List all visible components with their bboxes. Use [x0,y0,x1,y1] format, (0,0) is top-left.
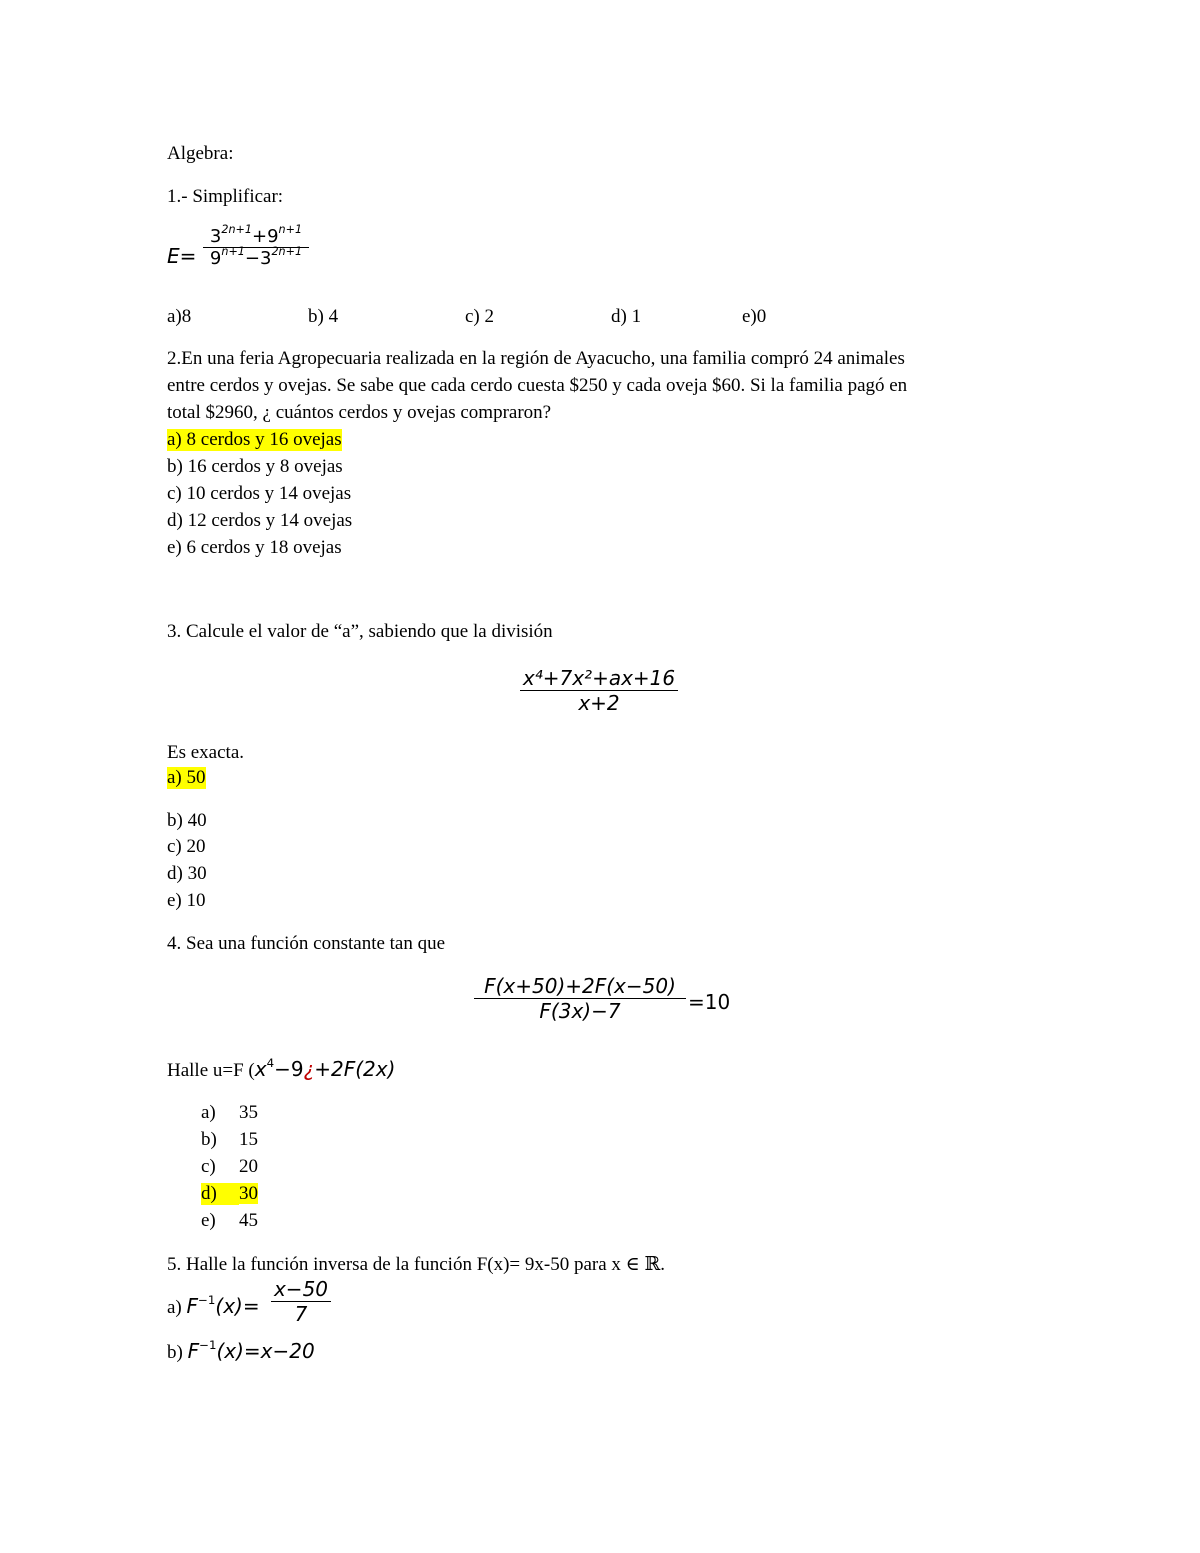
q4-denominator: F(3x)−7 [539,999,621,1023]
q5-title: 5. Halle la función inversa de la función F(x)= 9x-50 para x ∈ ℝ. [167,1254,666,1275]
q4-prompt-math-a: x [254,1057,267,1081]
q1-numerator: $3^{2n+1}+9^{n+1}$ [209,223,303,247]
q2-option-d[interactable]: d) 12 cerdos y 14 ovejas [167,510,353,531]
q1-option-a[interactable]: a)8 [167,306,192,327]
q5-option-a[interactable]: a) $F^{-1}(x)=$ [167,1292,260,1318]
q3-fraction [520,666,678,715]
q3-title: 3. Calcule el valor de “a”, sabiendo que la división [167,621,553,642]
q4-fraction [474,974,686,1023]
q1-option-c[interactable]: c) 2 [465,306,495,327]
q4-title: 4. Sea una función constante tan que [167,933,446,954]
q1-eq: = [179,244,197,268]
q3-option-e[interactable]: e) 10 [167,890,206,911]
q5-option-b[interactable]: b) $F^{-1}(x)=x-20$ [167,1337,315,1363]
q3-option-d[interactable]: d) 30 [167,863,207,884]
q5-option-a-fraction [271,1277,331,1326]
q1-lhs [167,244,196,268]
q4-numerator: F(x+50)+2F(x−50) [484,974,676,998]
q4-rhs: =10 [688,990,731,1014]
q3-option-b[interactable]: b) 40 [167,810,207,831]
q4-option-e[interactable]: e) 45 [201,1210,258,1231]
q2-text-line-1: 2.En una feria Agropecuaria realizada en la región de Ayacucho, una familia compró 24 animales [167,348,905,369]
q2-option-b[interactable]: b) 16 cerdos y 8 ovejas [167,456,343,477]
q4-prompt-glyph: ¿ [303,1057,315,1081]
q3-numerator: x⁴+7x²+ax+16 [522,666,676,690]
q4-option-b[interactable]: b) 15 [201,1129,258,1150]
q5-option-b-label: b) [167,1342,183,1363]
q3-option-c[interactable]: c) 20 [167,836,206,857]
q4-option-c[interactable]: c) 20 [201,1156,258,1177]
q3-denominator: x+2 [578,691,620,715]
q1-denominator: $9^{n+1}-3^{2n+1}$ [209,245,303,269]
q3-footer: Es exacta. [167,742,245,763]
q5-option-a-denominator: 7 [294,1302,308,1326]
q1-option-d[interactable]: d) 1 [611,306,642,327]
document-title: Algebra: [167,143,234,164]
q3-option-a-highlighted[interactable]: a) 50 [167,767,206,788]
q1-option-e[interactable]: e)0 [742,306,767,327]
q4-option-a[interactable]: a) 35 [201,1102,258,1123]
q4-prompt-math-c: +2F(2x) [314,1057,396,1081]
q5-option-a-label: a) [167,1297,182,1318]
q4-prompt [167,1057,395,1082]
q2-text-line-2: entre cerdos y ovejas. Se sabe que cada cerdo cuesta $250 y cada oveja $60. Si la familia pagó en [167,375,908,396]
q1-title: 1.- Simplificar: [167,186,284,207]
q1-fraction [203,223,309,269]
q4-option-d-highlighted[interactable]: d) 30 [201,1183,258,1204]
q1-option-b[interactable]: b) 4 [308,306,339,327]
q4-prompt-text: Halle u=F ( [167,1060,255,1081]
q2-text-line-3: total $2960, ¿ cuántos cerdos y ovejas compraron? [167,402,552,423]
q2-option-e[interactable]: e) 6 cerdos y 18 ovejas [167,537,342,558]
q1-lhs-var: E [167,244,180,268]
q4-prompt-exp: 4 [266,1055,275,1070]
q5-option-a-numerator: x−50 [273,1277,329,1301]
q4-prompt-math-b: −9 [274,1057,304,1081]
q2-option-a-highlighted[interactable]: a) 8 cerdos y 16 ovejas [167,429,342,450]
q2-option-c[interactable]: c) 10 cerdos y 14 ovejas [167,483,352,504]
